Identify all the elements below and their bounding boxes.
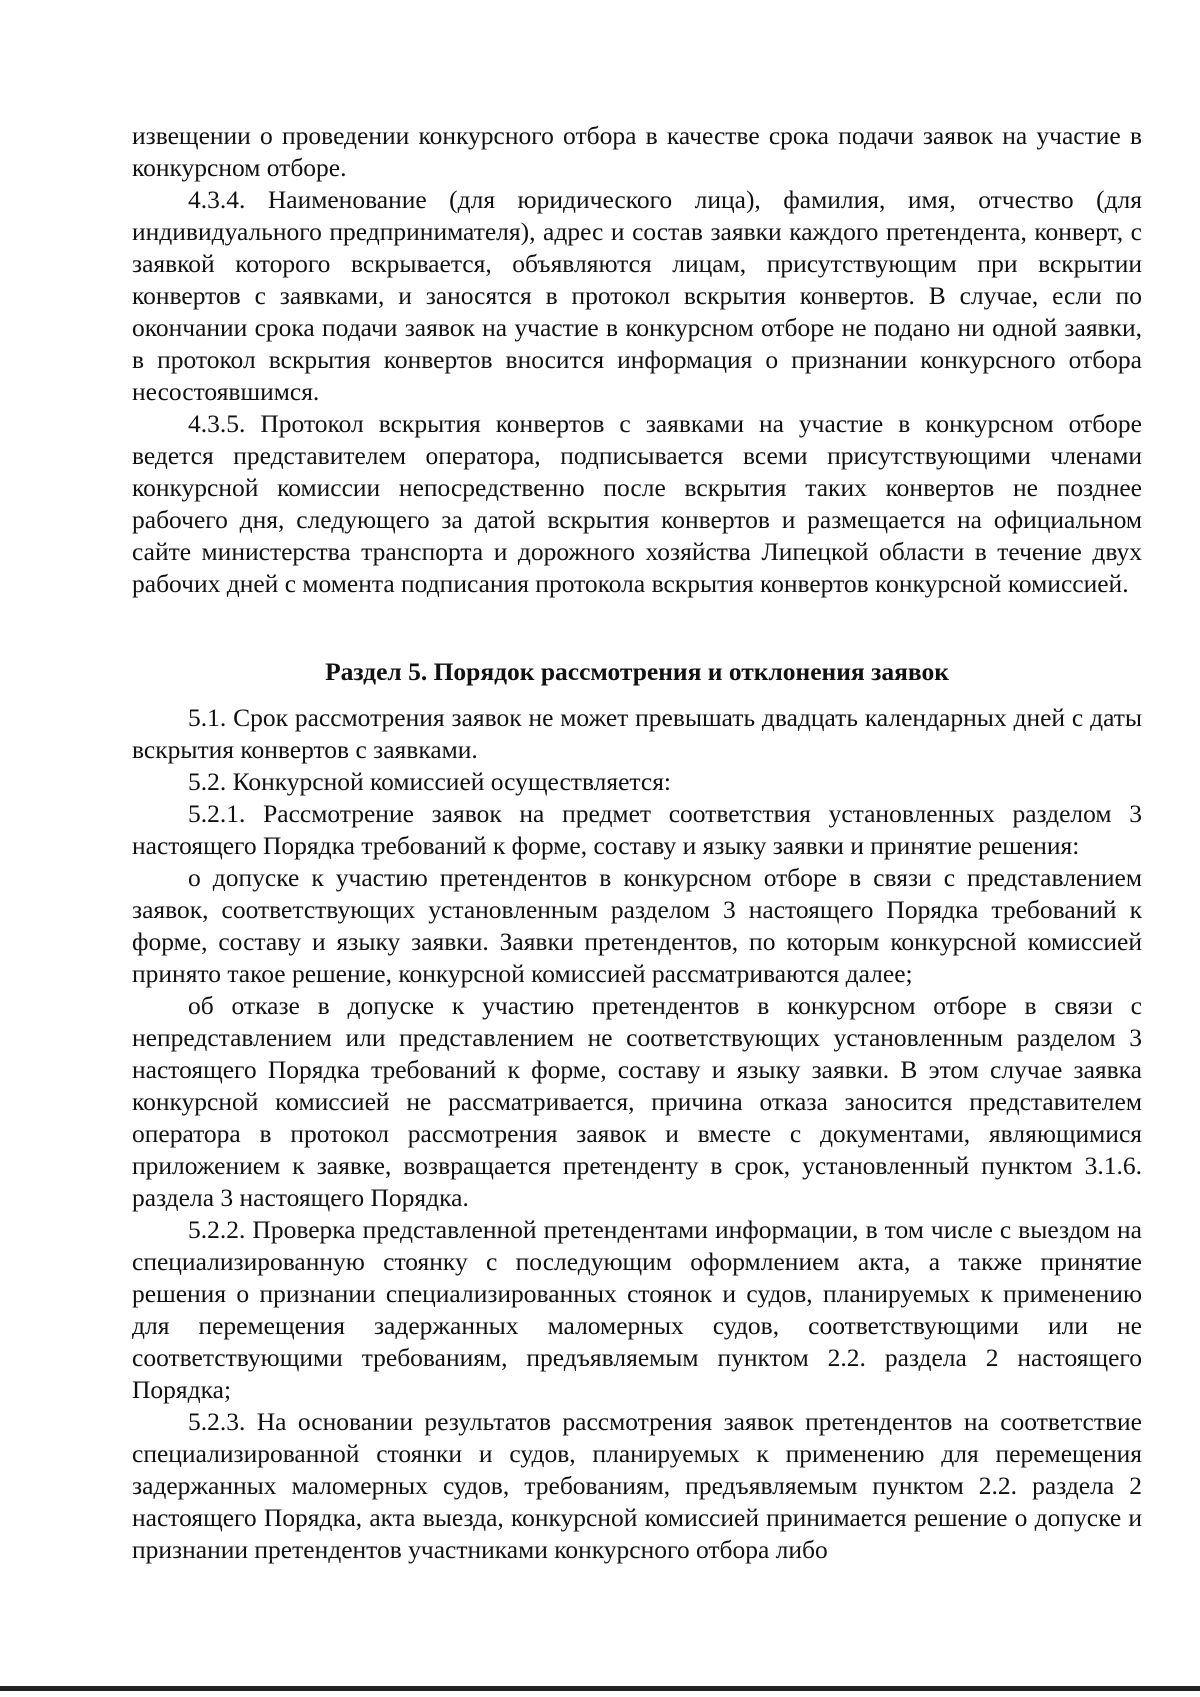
paragraph-continuation: извещении о проведении конкурсного отбора в качестве срока подачи заявок на участие в конкурсном отборе. bbox=[132, 121, 1142, 182]
paragraph-5-2: 5.2. Конкурсной комиссией осуществляется: bbox=[188, 767, 672, 796]
paragraph-4-3-5: 4.3.5. Протокол вскрытия конвертов с заявками на участие в конкурсном отборе ведется представителем оператора, подписывается всеми присутствующими членами конкурсной комиссии непосредственно после вскрытия таких конвертов не позднее рабочего дня, следующего за датой вскрытия конвертов и размещается на официальном сайте министерства транспорта и дорожного хозяйства Липецкой области в течение двух рабочих дней с момента подписания протокола вскрытия конвертов конкурсной комиссией. bbox=[132, 409, 1142, 598]
document-page bbox=[132, 120, 1142, 1566]
paragraph-4-3-4: 4.3.4. Наименование (для юридического лица), фамилия, имя, отчество (для индивидуального предпринимателя), адрес и состав заявки каждого претендента, конверт, с заявкой которого вскрывается, объявляются лицам, присутствующим при вскрытии конвертов с заявками, и заносятся в протокол вскрытия конвертов. В случае, если по окончании срока подачи заявок на участие в конкурсном отборе не подано ни одной заявки, в протокол вскрытия конвертов вносится информация о признании конкурсного отбора несостоявшимся. bbox=[132, 185, 1142, 406]
scan-bottom-edge bbox=[0, 1686, 1200, 1691]
paragraph-admission: о допуске к участию претендентов в конкурсном отборе в связи с представлением заявок, соответствующих установленным разделом 3 настоящего Порядка требований к форме, составу и языку заявки. Заявки претендентов, по которым конкурсной комиссией принято такое решение, конкурсной комиссией рассматриваются далее; bbox=[132, 863, 1142, 988]
section-heading: Раздел 5. Порядок рассмотрения и отклонения заявок bbox=[325, 657, 949, 686]
paragraph-5-1: 5.1. Срок рассмотрения заявок не может превышать двадцать календарных дней с даты вскрытия конвертов с заявками. bbox=[132, 703, 1142, 764]
paragraph-5-2-1: 5.2.1. Рассмотрение заявок на предмет соответствия установленных разделом 3 настоящего Порядка требований к форме, составу и языку заявки и принятие решения: bbox=[132, 799, 1142, 860]
paragraph-refusal: об отказе в допуске к участию претендентов в конкурсном отборе в связи с непредставлением или представлением не соответствующих установленным разделом 3 настоящего Порядка требований к форме, составу и языку заявки. В этом случае заявка конкурсной комиссией не рассматривается, причина отказа заносится представителем оператора в протокол рассмотрения заявок и вместе с документами, являющимися приложением к заявке, возвращается претенденту в срок, установленный пунктом 3.1.6. раздела 3 настоящего Порядка. bbox=[132, 991, 1142, 1212]
paragraph-5-2-3: 5.2.3. На основании результатов рассмотрения заявок претендентов на соответствие специализированной стоянки и судов, планируемых к применению для перемещения задержанных маломерных судов, требованиям, предъявляемым пунктом 2.2. раздела 2 настоящего Порядка, акта выезда, конкурсной комиссией принимается решение о допуске и признании претендентов участниками конкурсного отбора либо bbox=[132, 1407, 1142, 1564]
paragraph-5-2-2: 5.2.2. Проверка представленной претендентами информации, в том числе с выездом на специализированную стоянку с последующим оформлением акта, а также принятие решения о признании специализированных стоянок и судов, планируемых к применению для перемещения задержанных маломерных судов, соответствующими или не соответствующими требованиям, предъявляемым пунктом 2.2. раздела 2 настоящего Порядка; bbox=[132, 1215, 1142, 1404]
